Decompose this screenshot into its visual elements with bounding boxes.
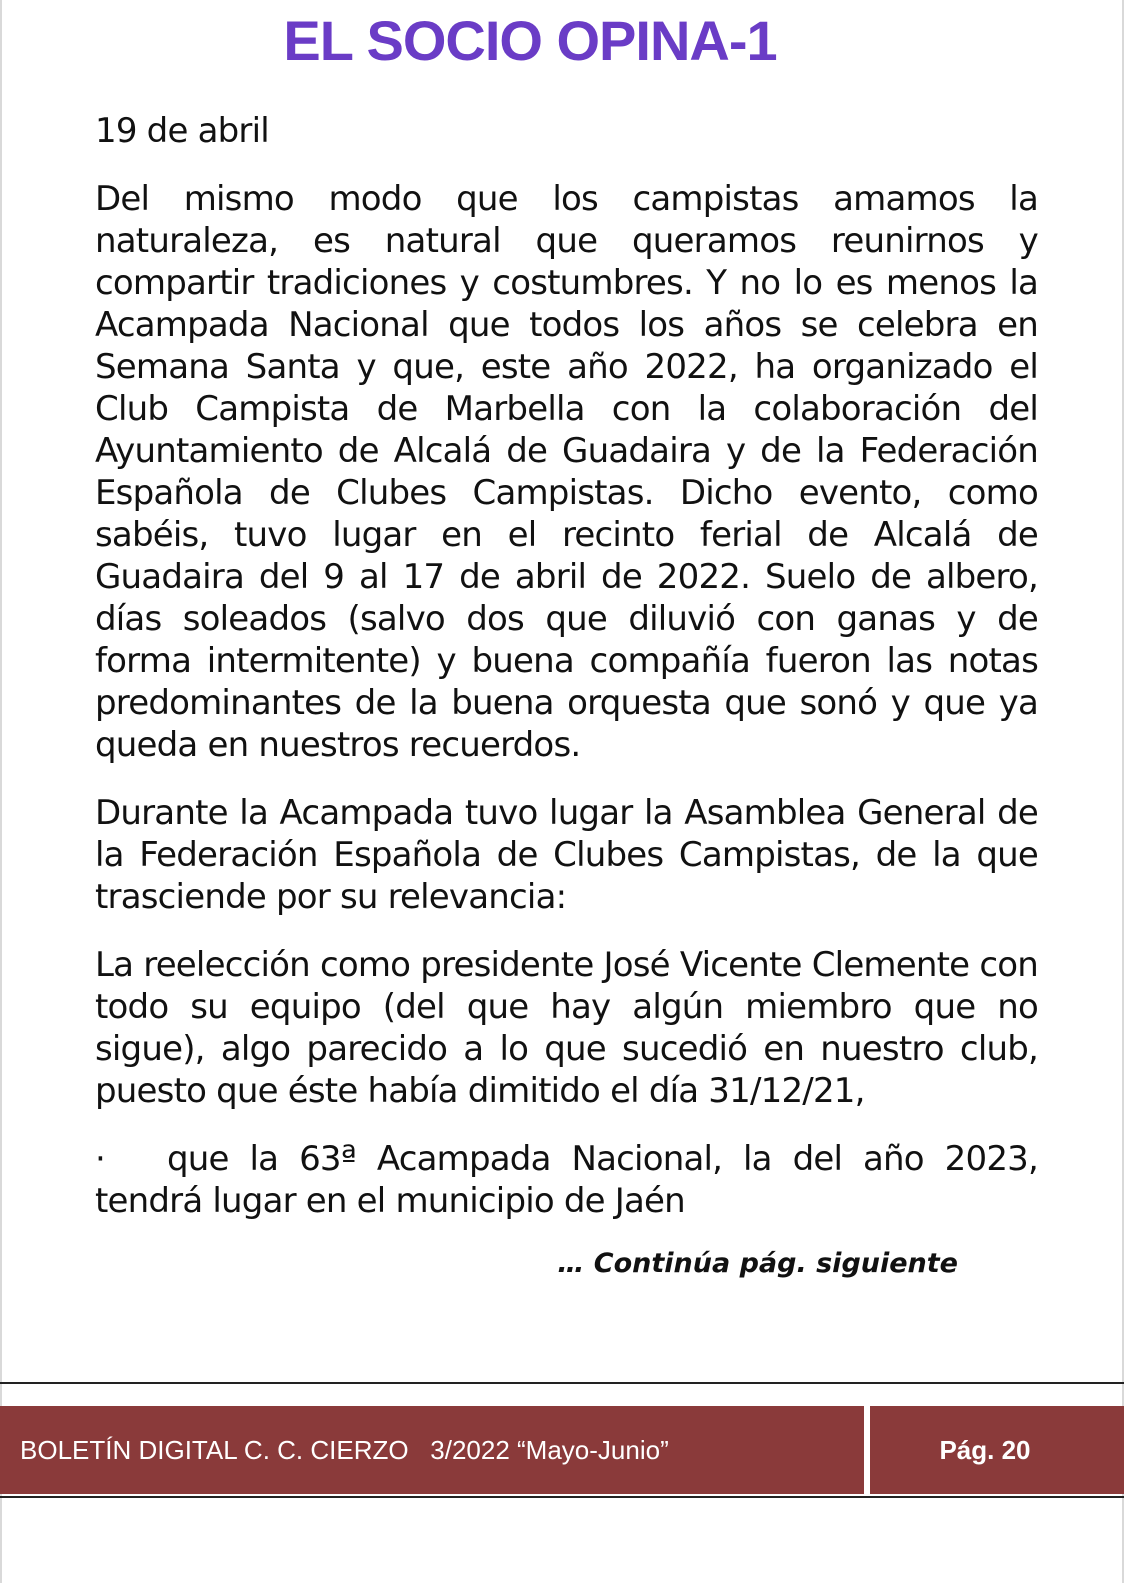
page-edge-left	[0, 0, 2, 1583]
article-body	[95, 110, 1038, 1248]
paragraph-2: Durante la Acampada tuvo lugar la Asamblea General de la Federación Española de Clubes Campistas, de la que trasciende por su relevancia:	[95, 793, 1038, 917]
bullet-text: que la 63ª Acampada Nacional, la del año 2023, tendrá lugar en el municipio de Jaén	[95, 1139, 1038, 1221]
continue-note: … Continúa pág. siguiente	[557, 1248, 958, 1279]
page-title: EL SOCIO OPINA-1	[283, 9, 777, 72]
paragraph-1: Del mismo modo que los campistas amamos la naturaleza, es natural que queramos reunirnos y compartir tradiciones y costumbres. Y no lo es menos la Acampada Nacional que todos los años se celebra en Semana Santa y que, este año 2022, ha organizado el Club Campista de Marbella con la colaboración del Ayuntamiento de Alcalá de Guadaira y de la Federación Española de Clubes Campistas. Dicho evento, como sabéis, tuvo lugar en el recinto ferial de Alcalá de Guadaira del 9 al 17 de abril de 2022. Suelo de albero, días soleados (salvo dos que diluvió con ganas y de forma intermitente) y buena compañía fueron las notas predominantes de la buena orquesta que sonó y que ya queda en nuestros recuerdos.	[95, 179, 1038, 765]
article-date: 19 de abril	[95, 111, 269, 151]
page-footer	[0, 1406, 1124, 1496]
footer-rule-bottom	[0, 1496, 1124, 1498]
paragraph-3: La reelección como presidente José Vicente Clemente con todo su equipo (del que hay algún miembro que no sigue), algo parecido a lo que sucedió en nuestro club, puesto que éste había dimitido el día 31/12/21,	[95, 945, 1038, 1111]
footer-rule-top	[0, 1382, 1124, 1384]
bullet-item	[95, 1138, 1038, 1222]
footer-publication: BOLETÍN DIGITAL C. C. CIERZO 3/2022 “Mayo-Junio”	[0, 1406, 864, 1494]
footer-page-number: Pág. 20	[870, 1406, 1124, 1494]
bullet-marker: ·	[95, 1139, 106, 1179]
